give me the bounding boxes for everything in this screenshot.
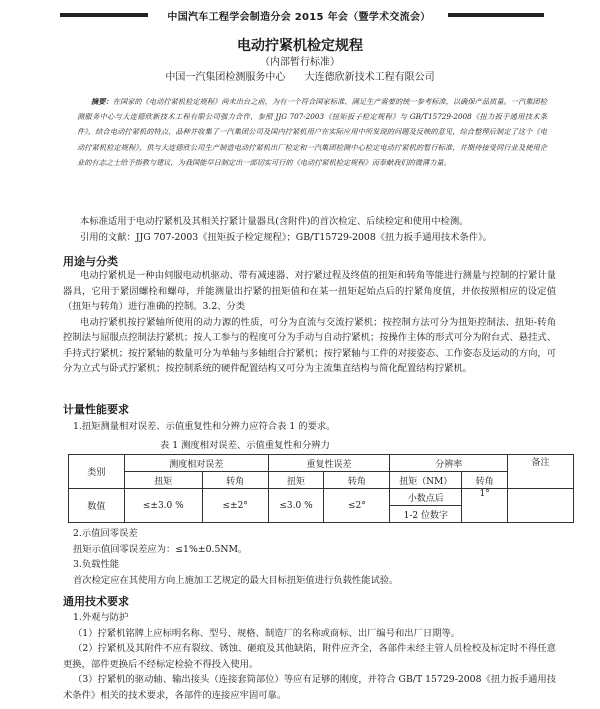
paragraph: （1）拧紧机铭牌上应标明名称、型号、规格、制造厂的名称或商标、出厂编号和出厂日期等。 xyxy=(73,627,461,639)
section-metrology-body xyxy=(63,526,556,588)
abstract-label: 摘要： xyxy=(91,97,113,106)
table-cell: ≤3.0 % xyxy=(268,489,324,523)
paragraph: 电动拧紧机按拧紧轴所使用的动力源的性质，可分为直流与交流拧紧机；按控制方法可分为扭矩控制法、扭矩-转角控制法与屈服点控制法拧紧机；按人工参与的程度可分为手动与自动拧紧机；按操作主体的形式可分为附台式、悬挂式、手持式拧紧机；按拧紧轴的数量可分为单轴与多轴组合拧紧机；按拧紧轴与工件的对接姿态、工作姿态及运动的方向，可分为立式与卧式拧紧机；按控制系统的硬件配置结构又可分为主流集直结构与简化配置结构拧紧机。 xyxy=(63,316,556,374)
table-cell-remark xyxy=(508,489,574,523)
table-subheader: 扭矩 xyxy=(124,472,202,489)
table-cell: 1-2 位数字 xyxy=(390,506,462,523)
paragraph: 1.外观与防护 xyxy=(73,612,129,623)
table-cell: ≤2° xyxy=(324,489,390,523)
paper-title: 电动拧紧机检定规程 xyxy=(237,38,363,54)
table-subheader: 转角 xyxy=(202,472,268,489)
paragraph: 首次检定应在其使用方向上施加工艺规定的最大目标扭矩值进行负载性能试验。 xyxy=(73,574,399,586)
table-header-remark: 备注 xyxy=(508,455,574,489)
section-general-body xyxy=(63,610,556,703)
table-header-category: 类别 xyxy=(69,455,125,489)
header-rule-left xyxy=(60,13,148,17)
table-subheader: 转角 xyxy=(462,472,508,489)
authors xyxy=(0,68,600,83)
table-header-accuracy: 测度相对误差 xyxy=(124,455,268,472)
intro xyxy=(63,214,553,245)
table-caption: 表 1 测度相对误差、示值重复性和分辨力 xyxy=(160,440,330,451)
section-usage-body xyxy=(63,268,556,377)
table-subheader: 扭矩（NM） xyxy=(390,472,462,489)
table-header-resolution: 分辨率 xyxy=(390,455,508,472)
table-cell: 小数点后 xyxy=(390,489,462,506)
paragraph: 3.负载性能 xyxy=(73,559,120,570)
header-rule-right xyxy=(448,13,544,17)
section-heading-usage: 用途与分类 xyxy=(63,255,118,268)
intro-references: 引用的文献：JJG 707-2003《扭矩扳子检定规程》；GB/T15729-2008《扭力扳手通用技术条件》。 xyxy=(80,231,492,243)
table-cell: 1° xyxy=(462,489,508,523)
paragraph: 扭矩示值回零误差应为：≤1%±0.5NM。 xyxy=(73,543,248,555)
author-affiliation: 大连德欣新技术工程有限公司 xyxy=(304,72,435,83)
table-1 xyxy=(68,454,574,523)
table-subheader: 扭矩 xyxy=(268,472,324,489)
paragraph: 2.示值回零误差 xyxy=(73,528,138,539)
abstract xyxy=(77,94,547,170)
table-cell: ≤±3.0 % xyxy=(124,489,202,523)
table-header-repeatability: 重复性误差 xyxy=(268,455,390,472)
paper-subtitle: （内部暂行标准） xyxy=(260,57,340,68)
table-row-label: 数值 xyxy=(69,489,125,523)
abstract-text: 在国家的《电动拧紧机检定规程》尚未出台之前，为有一个符合国家标准、满足生产需要的统一参考标准，以确保产品质量。一汽集团检测服务中心与大连德欣新技术工程有限公司强力合作，参照 JJG 707-2003《扭矩扳子检定规程》与 GB/T15729-2008《扭力扳手通用技术条件》，结合电动拧紧机的特点、品种并收集了一汽集团公司及国内拧紧机用户在实际应用中所发现的问题及反映的意见，综合整理后制定了这个《电动拧紧机检定规程》，供与大连德欣公司生产制造电动拧紧机出厂检定和一汽集团检测中心检定电动拧紧机的暂行标准，并期待接受同行业及使用企业的有志之士给予指教与建议，为我国能早日制定出一部切实可行的《电动拧紧机检定规程》而奉献我们的微薄力量。 xyxy=(77,97,547,167)
intro-scope: 本标准适用于电动拧紧机及其相关拧紧计量器具(含附件)的首次检定、后续检定和使用中检测。 xyxy=(80,216,469,227)
paragraph: （2）拧紧机及其附件不应有裂纹、锈蚀、砸痕及其他缺陷，附件应齐全，各部件未经主管人员检校及标定时不得任意更换，部件更换后不经标定检验不得投入使用。 xyxy=(63,643,556,670)
paragraph: 1.扭矩测量相对误差、示值重复性和分辨力应符合表 1 的要求。 xyxy=(73,421,336,432)
section-heading-general: 通用技术要求 xyxy=(63,595,129,608)
author-affiliation: 中国一汽集团检测服务中心 xyxy=(165,72,286,83)
section-metrology-intro xyxy=(63,419,556,435)
section-heading-metrology: 计量性能要求 xyxy=(63,403,129,416)
running-header xyxy=(60,8,544,22)
paragraph: （3）拧紧机的驱动轴、输出接头（连接套筒部位）等应有足够的刚度，并符合 GB/T 15729-2008《扭力扳手通用技术条件》相关的技术要求，各部件的连接应牢固可靠。 xyxy=(63,674,556,701)
table-cell: ≤±2° xyxy=(202,489,268,523)
table-subheader: 转角 xyxy=(324,472,390,489)
paragraph: 电动拧紧机是一种由伺服电动机驱动、带有减速器、对拧紧过程及终值的扭矩和转角等能进行测量与控制的拧紧计量器具，它用于紧固螺栓和螺母，并能测量出拧紧的扭矩值和在某一扭矩起始点后的拧紧角度值，并依按照相应的设定值（扭矩与转角）进行准确的控制。3.2、分类 xyxy=(63,270,556,312)
header-text: 中国汽车工程学会制造分会 2015 年会（暨学术交流会） xyxy=(167,12,431,23)
